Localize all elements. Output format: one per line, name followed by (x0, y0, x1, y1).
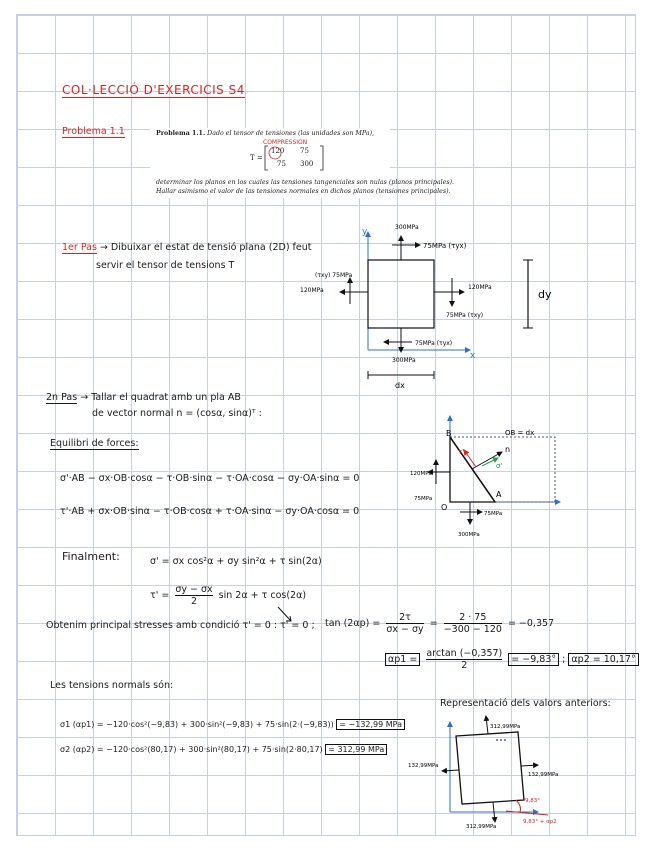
cut-element-diagram (410, 412, 600, 542)
right-normal-label: 120MPa (468, 284, 492, 291)
point-o: O (441, 503, 448, 512)
equilibrium-eq1: σ'·AB − σx·OB·cosα − τ·OB·sinα − τ·OA·cosα − σy·OA·sinα = 0 (60, 473, 360, 484)
tan-den2: −300 − 120 (443, 624, 502, 635)
sigma2-equation (60, 745, 387, 754)
tan-num2: 2 · 75 (444, 612, 502, 624)
compression-note: COMPRESSION (263, 139, 308, 146)
tensor-m12: 75 (300, 147, 309, 155)
alpha-num: arctan (−0,357) (426, 648, 503, 659)
final-tau-rest: sin 2α + τ cos(2α) (218, 590, 307, 601)
cut-plane-ab (450, 437, 495, 502)
final-tau-num: σy − σx (175, 584, 213, 595)
normal-stress-label: Les tensions normals són: (50, 680, 174, 691)
principal-stress-diagram (408, 712, 608, 832)
tensor-m11: 120 (271, 147, 285, 155)
problem-statement-box (150, 128, 455, 198)
right-shear-label: 75MPa (τxy) (446, 312, 484, 319)
tan-num1: 2τ (386, 612, 423, 624)
problem-label: Problema 1.1 (62, 126, 125, 137)
alpha-p1-value: = −9,83° (508, 653, 559, 666)
y-axis-label: y (362, 227, 368, 237)
step2-label: 2n Pas (46, 392, 78, 403)
step2-line2: de vector normal n = (cosα, sinα)ᵀ : (92, 408, 262, 419)
tensor-m21: 75 (277, 160, 286, 168)
sigma1-expr: σ1 (αp1) = −120·cos²(−9,83) + 300·sin²(−9,83) + 75·sin(2·(−9,83)) (60, 720, 334, 729)
d3-angle2: 9,83° + αp2 (523, 819, 557, 825)
left-normal-label: 120MPa (300, 287, 324, 294)
tensor-name: T = (250, 154, 263, 162)
document-title: COL·LECCIÓ D'EXERCICIS S4 (62, 83, 245, 97)
tan-equation (325, 612, 554, 635)
bottom-shear-label: 75MPa (τyx) (415, 340, 453, 347)
point-a: A (496, 490, 502, 499)
rotated-element (456, 732, 524, 804)
tensor-m22: 300 (300, 160, 314, 168)
d3-bottom-label: 312,99MPa (466, 824, 497, 830)
d2-bottom-shear: 75MPa (484, 511, 503, 517)
tau-prime-label: τ' (458, 448, 465, 456)
problem-line-2: determinar los planos en los cuales las tensiones tangenciales son nulas (planos principales). (156, 179, 455, 186)
final-sigma-eq: σ' = σx cos²α + σy sin²α + τ sin(2α) (150, 556, 322, 567)
principal-condition: Obtenim principal stresses amb condició τ' = 0 : τ' = 0 ; (46, 620, 315, 631)
alpha-p1-label: αp1 = (385, 653, 420, 666)
d3-right-label: 132,99MPa (528, 772, 559, 778)
step1-text: Dibuixar el estat de tensió plana (2D) feut (110, 242, 312, 253)
bottom-normal-label: 300MPa (392, 357, 416, 364)
left-shear-label: (τxy) 75MPa (315, 272, 353, 279)
problem-statement: Dado el tensor de tensiones (las unidades son MPa), (207, 130, 375, 137)
step1-line2: servir el tensor de tensions T (96, 260, 235, 271)
tan-den1: σx − σy (386, 624, 424, 635)
step2-text: Tallar el quadrat amb un pla AB (91, 392, 241, 403)
stress-element-diagram (270, 222, 590, 392)
point-b: B (446, 429, 452, 438)
dy-label: dy (538, 288, 552, 301)
final-tau-lhs: τ' = (150, 590, 170, 601)
d3-left-label: 132,99MPa (408, 763, 439, 769)
final-tau-den: 2 (190, 596, 198, 607)
problem-heading: Problema 1.1. (156, 130, 206, 137)
problem-line-3: Hallar asimismo el valor de las tensiones normales en dichos planos (tensiones principales). (156, 188, 451, 195)
step1-line1: 1er Pas → Dibuixar el estat de tensió plana (2D) feut (62, 242, 312, 253)
alpha-p1: αp1 = $\frac{\arctan (-0,357)}{2}$ = −9,83° ; αp2 = 10,17° (385, 648, 639, 671)
tan-result: = −0,357 (507, 618, 555, 629)
sigma1-result: = −132,99 MPa (336, 719, 405, 730)
sigma-prime-label: σ' (496, 462, 503, 470)
dx-label: dx (395, 381, 405, 390)
step2-line1: 2n Pas → Tallar el quadrat amb un pla AB (46, 392, 241, 403)
tan-lhs: tan (2αp) = (325, 618, 381, 629)
sigma2-expr: σ2 (αp2) = −120·cos²(80,17) + 300·sin²(80,17) + 75·sin(2·80,17) (60, 745, 323, 754)
d3-top-label: 312,99MPa (490, 724, 521, 730)
stress-square (368, 260, 434, 328)
d2-left-shear: 75MPa (414, 496, 433, 502)
sigma2-result: = 312,99 MPa (325, 744, 387, 755)
normal-vector-label: n (505, 445, 511, 454)
sigma1-equation (60, 720, 405, 729)
top-shear-label: 75MPa (τyx) (423, 242, 467, 250)
finally-label: Finalment: (62, 550, 120, 563)
top-normal-label: 300MPa (395, 224, 419, 231)
d2-bottom-normal: 300MPa (458, 532, 480, 538)
x-axis-label: x (470, 351, 476, 361)
alpha-den: 2 (461, 660, 468, 671)
representation-label: Representació dels valors anteriors: (440, 698, 611, 709)
d3-angle1: 9,83° (525, 798, 540, 804)
d2-left-normal: 120MPa (410, 471, 432, 477)
step1-label: 1er Pas (62, 242, 97, 253)
ob-label: OB = dx (505, 429, 535, 437)
tan-eq: = (429, 618, 438, 629)
final-tau-eq (150, 584, 306, 607)
equilibrium-eq2: τ'·AB + σx·OB·sinα − τ·OB·cosα + τ·OA·sinα − σy·OA·cosα = 0 (60, 506, 360, 517)
alpha-p2: αp2 = 10,17° (568, 653, 638, 666)
equilibrium-label: Equilibri de forces: (50, 438, 139, 449)
